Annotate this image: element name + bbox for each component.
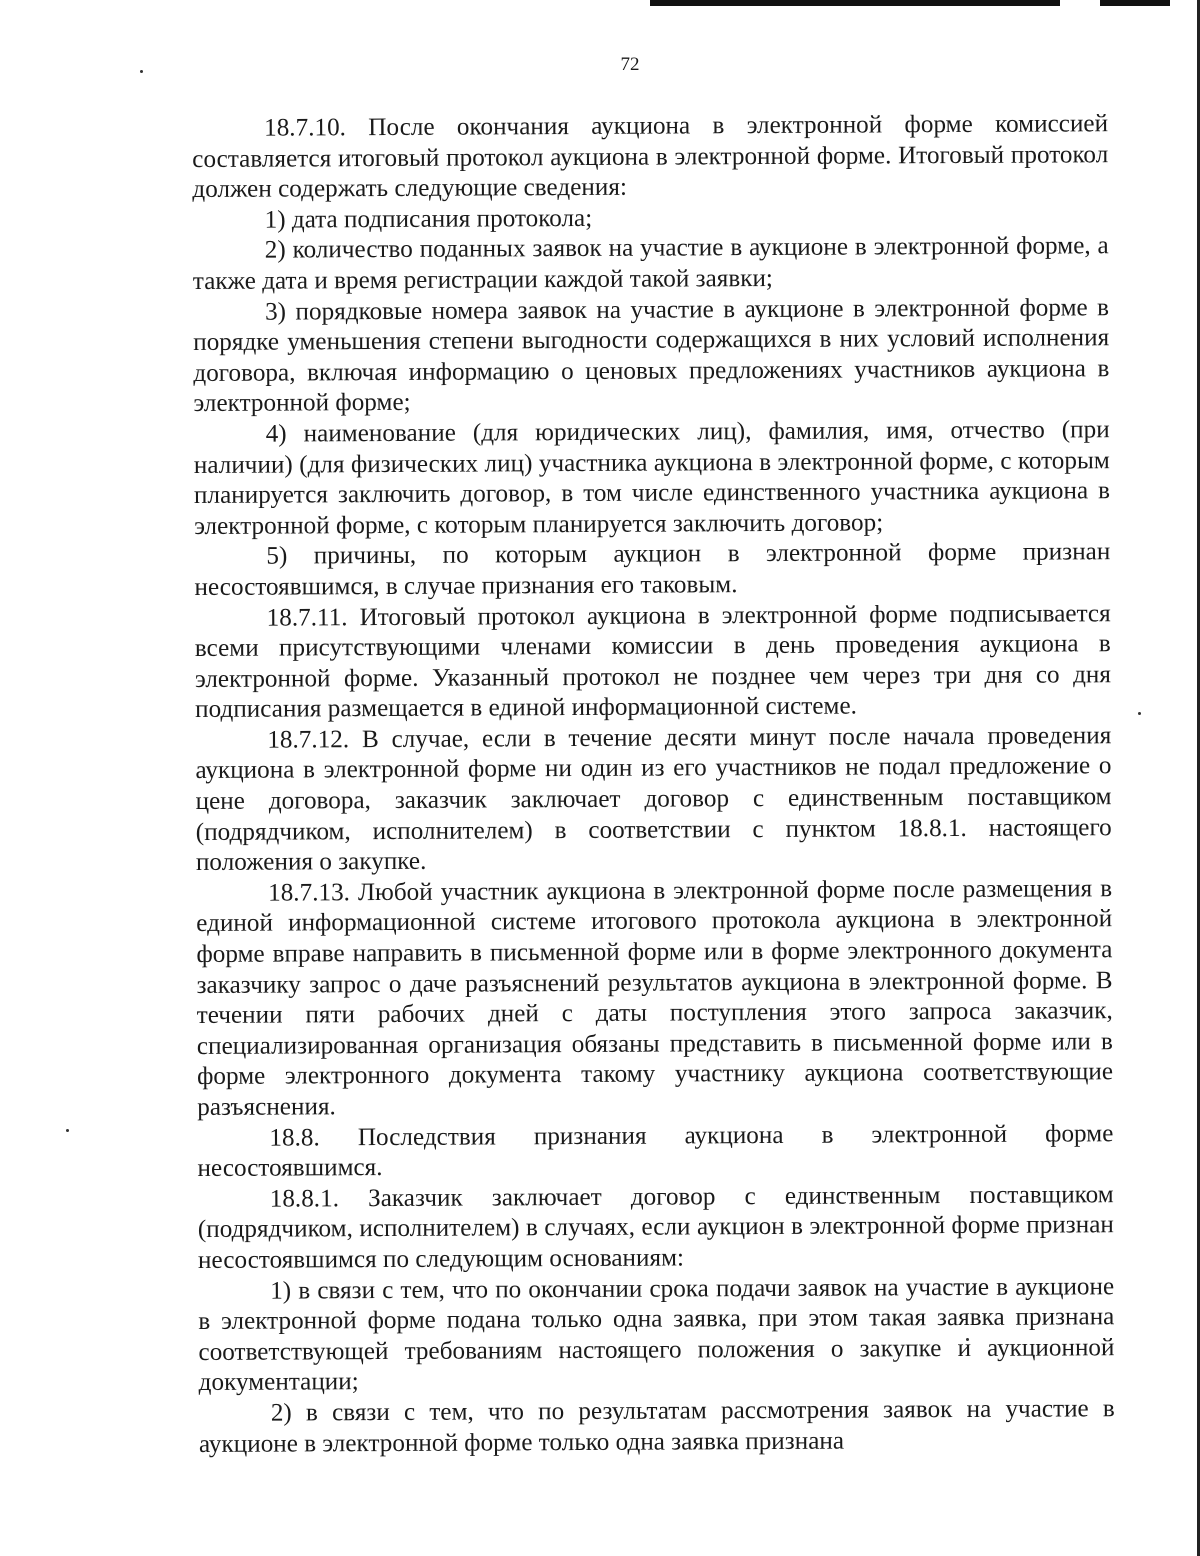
scan-speck — [66, 1129, 69, 1132]
list-item-3: 3) порядковые номера заявок на участие в аукционе в электронной форме в порядке уменьшения степени выгодности содержащихся в них условий исполнения договора, включая информацию о ценовых предложениях участников аукциона в электронной форме; — [193, 293, 1110, 418]
document-body — [192, 109, 1115, 1460]
paragraph-18-7-10: 18.7.10. После окончания аукциона в электронной форме комиссией составляется итоговый протокол аукциона в электронной форме. Итоговый протокол должен содержать следующие сведения: — [192, 110, 1109, 204]
paragraph-18-7-13: 18.7.13. Любой участник аукциона в электронной форме после размещения в единой информационной системе итогового протокола аукциона в электронной форме вправе направить в письменной форме или в форме электронного документа заказчику запрос о даче разъяснений результатов аукциона в электронной форме. В течении пяти рабочих дней с даты поступления этого запроса заказчик, специализированная организация обязаны представить в письменной форме или в форме электронного документа такому участнику аукциона соответствующие разъяснения. — [196, 875, 1114, 1121]
scan-top-edge-gap — [1060, 0, 1100, 6]
scan-speck — [1138, 712, 1141, 715]
list-item-5: 5) причины, по которым аукцион в электронной форме признан несостоявшимся, в случае признания его таковым. — [194, 538, 1111, 601]
list-item-2: 2) в связи с тем, что по результатам рассмотрения заявок на участие в аукционе в электронной форме только одна заявка признана — [198, 1395, 1115, 1458]
page-number: 72 — [620, 54, 640, 75]
paragraph-18-8-1: 18.8.1. Заказчик заключает договор с единственным поставщиком (подрядчиком, исполнителем) в случаях, если аукцион в электронной форме признан несостоявшимся по следующим основаниям: — [197, 1180, 1114, 1274]
list-item-1: 1) в связи с тем, что по окончании срока подачи заявок на участие в аукционе в электронной форме подана только одна заявка, при этом такая заявка признана соответствующей требованиям настоящего положения о закупке и аукционной документации; — [198, 1272, 1115, 1397]
list-item-2: 2) количество поданных заявок на участие в аукционе в электронной форме, а также дата и время регистрации каждой такой заявки; — [192, 232, 1109, 295]
paragraph-18-7-11: 18.7.11. Итоговый протокол аукциона в электронной форме подписывается всеми присутствующими членами комиссии в день проведения аукциона в электронной форме. Указанный протокол не позднее чем через три дня со дня подписания размещается в единой информационной системе. — [194, 599, 1112, 724]
list-item-1: 1) дата подписания протокола; — [264, 204, 593, 234]
section-heading-18-8: 18.8. Последствия признания аукциона в электронной форме несостоявшимся. — [197, 1119, 1114, 1183]
list-item-4: 4) наименование (для юридических лиц), фамилия, имя, отчество (при наличии) (для физических лиц) участника аукциона в электронной форме, с которым планируется заключить договор, в том числе единственного участника аукциона в электронной форме, с которым планируется заключить договор; — [193, 416, 1111, 540]
paragraph-18-7-12: 18.7.12. В случае, если в течение десяти минут после начала проведения аукциона в электронной форме ни один из его участников не подал предложение о цене договора, заказчик заключает договор с единственным поставщиком (подрядчиком, исполнителем) в соответствии с пунктом 18.8.1. настоящего положения о закупке. — [195, 722, 1112, 877]
